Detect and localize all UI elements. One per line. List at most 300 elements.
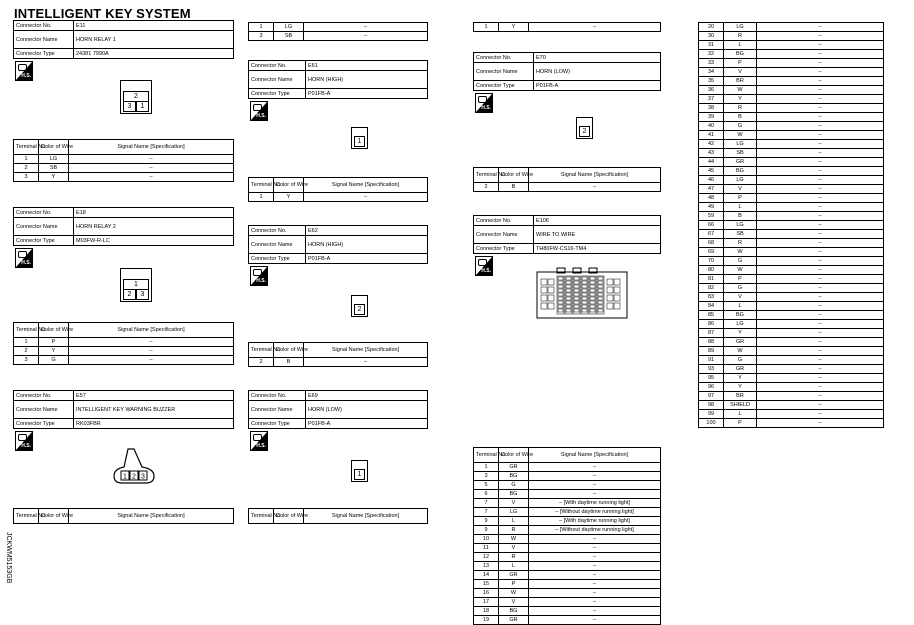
signal-name-cell: – — [529, 183, 661, 192]
signal-name-cell: – — [529, 535, 661, 544]
signal-name-cell: – — [757, 149, 884, 158]
signal-name-cell: – — [757, 320, 884, 329]
table-row — [699, 365, 884, 374]
wire-color-cell: R — [724, 32, 757, 41]
wire-color-cell: W — [724, 86, 757, 95]
signal-name-cell: – — [757, 104, 884, 113]
terminal-no-cell: 88 — [699, 338, 724, 347]
table-row — [474, 598, 661, 607]
signal-name-cell: – — [757, 77, 884, 86]
signal-name-cell: – — [757, 185, 884, 194]
table-row — [699, 302, 884, 311]
terminal-table-e106-continued — [698, 22, 884, 428]
terminal-no-cell: 40 — [699, 122, 724, 131]
connector-e57 — [13, 390, 234, 451]
wire-color-cell: BG — [724, 311, 757, 320]
table-row — [14, 155, 234, 164]
terminal-no-cell: 9 — [474, 517, 499, 526]
signal-name-cell: – — [304, 23, 428, 32]
wire-color-cell: SB — [274, 32, 304, 41]
signal-name-cell: – — [757, 284, 884, 293]
terminal-no-cell: 38 — [699, 104, 724, 113]
wire-color-cell: LG — [724, 23, 757, 32]
signal-name-cell: – — [757, 266, 884, 275]
table-row — [474, 571, 661, 580]
wire-color-cell: BR — [724, 392, 757, 401]
hs-icon: H.S. — [475, 256, 493, 276]
wire-color-cell: LG — [724, 320, 757, 329]
wire-color-cell: P — [724, 419, 757, 428]
terminal-no-cell: 1 — [249, 193, 274, 202]
table-row — [699, 86, 884, 95]
table-row — [474, 517, 661, 526]
table-row — [699, 41, 884, 50]
table-row — [249, 23, 428, 32]
pin: 2 — [579, 126, 590, 137]
terminal-no-cell: 1 — [14, 338, 39, 347]
wire-color-cell: BR — [724, 77, 757, 86]
terminal-no-cell: 31 — [699, 41, 724, 50]
wire-color-cell: G — [724, 122, 757, 131]
table-row — [699, 392, 884, 401]
terminal-table-e62: Terminal No. Color of Wire Signal Name [Specification] 2 B – — [248, 342, 428, 367]
terminal-no-cell: 1 — [14, 155, 39, 164]
wire-color-cell: LG — [499, 508, 529, 517]
page-title: INTELLIGENT KEY SYSTEM — [14, 6, 191, 21]
wire-color-cell: P — [724, 194, 757, 203]
signal-name-cell: – — [757, 140, 884, 149]
signal-name-cell: – — [529, 607, 661, 616]
terminal-no-cell: 20 — [699, 23, 724, 32]
signal-name-cell: – — [757, 68, 884, 77]
terminal-no-cell: 3 — [249, 32, 274, 41]
table-row — [474, 616, 661, 625]
wire-color-cell: Y — [724, 383, 757, 392]
signal-name-cell: – — [757, 95, 884, 104]
wire-color-cell: P — [724, 59, 757, 68]
signal-name-cell: – — [757, 356, 884, 365]
terminal-no-cell: 2 — [249, 358, 274, 367]
table-row — [474, 562, 661, 571]
terminal-table-e57: Terminal No. Color of Wire Signal Name [Specification] — [13, 508, 234, 524]
pin: 2 — [123, 289, 136, 300]
table-row — [474, 553, 661, 562]
signal-name-cell: – — [69, 164, 234, 173]
table-row — [699, 284, 884, 293]
signal-name-cell: – — [529, 571, 661, 580]
wire-color-cell: G — [724, 356, 757, 365]
terminal-table-continued — [473, 22, 661, 32]
table-row — [474, 463, 661, 472]
table-row — [474, 472, 661, 481]
connector-e11 — [13, 20, 234, 81]
table-row — [699, 248, 884, 257]
terminal-no-cell: 81 — [699, 275, 724, 284]
signal-name-cell: – — [69, 338, 234, 347]
table-row — [699, 185, 884, 194]
table-row — [699, 140, 884, 149]
wire-color-cell: B — [499, 183, 529, 192]
connector-info-table: Connector No. E106 Connector Name WIRE TO WIRE Connector Type TH80FW-CS16-TM4 — [473, 215, 661, 254]
signal-name-cell: – — [757, 23, 884, 32]
terminal-no-cell: 15 — [474, 580, 499, 589]
terminal-no-cell: 18 — [474, 607, 499, 616]
terminal-no-cell: 13 — [474, 562, 499, 571]
wire-color-cell: LG — [274, 23, 304, 32]
hs-icon: H.S. — [250, 431, 268, 451]
signal-name-cell: – — [757, 194, 884, 203]
connector-e11-face — [120, 80, 152, 114]
signal-name-cell: – — [757, 419, 884, 428]
terminal-no-cell: 45 — [699, 167, 724, 176]
table-row — [474, 23, 661, 32]
pin: 1 — [354, 136, 365, 147]
terminal-no-cell: 80 — [699, 266, 724, 275]
signal-name-cell: – — [757, 86, 884, 95]
table-row — [699, 329, 884, 338]
wire-color-cell: W — [724, 347, 757, 356]
signal-name-cell: – — [757, 203, 884, 212]
signal-name-cell: – — [757, 329, 884, 338]
wire-color-cell: SB — [39, 164, 69, 173]
connector-info-table: Connector No. E62 Connector Name HORN (HIGH) Connector Type P01FB-A — [248, 225, 428, 264]
terminal-table-e106: Terminal No. Color of Wire Signal Name [Specification] 1 GR – 3 BG – 5 G – 6 BG – 7 V – [With daytime running light] 7 LG – [Without daytime running light] 9 L – [With daytime running light] 9 R – [Without daytime running light] 10 W – 11 V – 12 R – 13 L – 14 GR – 15 P – 16 W – 17 V – 18 BG – 19 GR – — [473, 447, 661, 625]
signal-name-cell: – — [529, 463, 661, 472]
signal-name-cell: – — [757, 311, 884, 320]
wire-color-cell: GR — [724, 365, 757, 374]
wire-color-cell: W — [499, 589, 529, 598]
table-row — [699, 167, 884, 176]
table-row — [699, 311, 884, 320]
pin: 1 — [123, 473, 127, 481]
signal-name-cell: – — [529, 562, 661, 571]
signal-name-cell: – — [757, 410, 884, 419]
terminal-no-cell: 17 — [474, 598, 499, 607]
wire-color-cell: BG — [499, 472, 529, 481]
terminal-no-cell: 34 — [699, 68, 724, 77]
connector-info-table: Connector No. E57 Connector Name INTELLIGENT KEY WARNING BUZZER Connector Type RK03FBR — [13, 390, 234, 429]
wire-color-cell: W — [724, 266, 757, 275]
terminal-no-cell: 91 — [699, 356, 724, 365]
terminal-no-cell: 99 — [699, 410, 724, 419]
wire-color-cell: R — [724, 239, 757, 248]
wire-color-cell: LG — [39, 155, 69, 164]
wire-color-cell: R — [499, 526, 529, 535]
signal-name-cell: – — [529, 481, 661, 490]
table-row — [699, 419, 884, 428]
hs-icon: H.S. — [15, 431, 33, 451]
signal-name-cell: – — [757, 392, 884, 401]
terminal-no-cell: 11 — [474, 544, 499, 553]
hs-icon: H.S. — [250, 101, 268, 121]
terminal-no-cell: 86 — [699, 320, 724, 329]
terminal-no-cell: 95 — [699, 374, 724, 383]
connector-e61-face — [351, 127, 368, 149]
terminal-no-cell: 67 — [699, 230, 724, 239]
signal-name-cell: – — [757, 212, 884, 221]
table-row — [699, 275, 884, 284]
table-row — [474, 508, 661, 517]
signal-name-cell: – — [757, 275, 884, 284]
signal-name-cell: – — [757, 113, 884, 122]
signal-name-cell: – — [529, 589, 661, 598]
terminal-no-cell: 10 — [474, 535, 499, 544]
table-row — [699, 149, 884, 158]
signal-name-cell: – — [757, 383, 884, 392]
signal-name-cell: – — [757, 302, 884, 311]
connector-e70-face — [576, 117, 593, 139]
signal-name-cell: – — [757, 158, 884, 167]
wire-color-cell: SB — [724, 230, 757, 239]
table-row — [699, 32, 884, 41]
connector-e57-face — [110, 445, 160, 487]
connector-e61 — [248, 60, 428, 121]
table-row — [474, 607, 661, 616]
wire-color-cell: G — [724, 284, 757, 293]
connector-e70 — [473, 52, 661, 113]
signal-name-cell: – — [69, 356, 234, 365]
table-row — [699, 230, 884, 239]
signal-name-cell: – — [757, 248, 884, 257]
terminal-no-cell: 44 — [699, 158, 724, 167]
terminal-no-cell: 89 — [699, 347, 724, 356]
wire-color-cell: BG — [724, 167, 757, 176]
connector-info-table: Connector No. E70 Connector Name HORN (LOW) Connector Type P01FB-A — [473, 52, 661, 91]
terminal-no-cell: 5 — [474, 481, 499, 490]
terminal-no-cell: 68 — [699, 239, 724, 248]
wire-color-cell: SHIELD — [724, 401, 757, 410]
wire-color-cell: B — [724, 113, 757, 122]
terminal-no-cell: 93 — [699, 365, 724, 374]
signal-name-cell: – — [529, 490, 661, 499]
signal-name-cell: – — [304, 358, 428, 367]
table-row — [699, 95, 884, 104]
table-row — [474, 526, 661, 535]
table-row — [699, 383, 884, 392]
wire-color-cell: V — [724, 293, 757, 302]
connector-e106-face — [535, 267, 630, 322]
connector-e62-face — [351, 295, 368, 317]
terminal-no-cell: 16 — [474, 589, 499, 598]
terminal-no-cell: 85 — [699, 311, 724, 320]
signal-name-cell: – — [69, 347, 234, 356]
connector-info-table: Connector No. E11 Connector Name HORN RELAY 1 Connector Type 24381 7990A — [13, 20, 234, 59]
wire-color-cell: BG — [499, 607, 529, 616]
signal-name-cell: – — [69, 173, 234, 182]
signal-name-cell: – — [529, 472, 661, 481]
pin: 3 — [141, 473, 145, 481]
signal-name-cell: – — [757, 374, 884, 383]
table-row — [14, 356, 234, 365]
signal-name-cell: – — [529, 553, 661, 562]
table-row — [699, 374, 884, 383]
table-row — [474, 499, 661, 508]
signal-name-cell: – — [757, 347, 884, 356]
terminal-no-cell: 1 — [474, 23, 499, 32]
table-row — [699, 104, 884, 113]
pin: 1 — [123, 279, 149, 290]
table-row — [699, 257, 884, 266]
signal-name-cell: – — [529, 544, 661, 553]
signal-name-cell: – — [757, 41, 884, 50]
wire-color-cell: G — [724, 257, 757, 266]
terminal-no-cell: 98 — [699, 401, 724, 410]
signal-name-cell: – — [757, 293, 884, 302]
terminal-no-cell: 3 — [14, 356, 39, 365]
signal-name-cell: – [With daytime running light] — [529, 499, 661, 508]
signal-name-cell: – — [757, 176, 884, 185]
pin: 2 — [132, 473, 136, 481]
table-row — [474, 490, 661, 499]
terminal-no-cell: 1 — [249, 23, 274, 32]
terminal-no-cell: 6 — [474, 490, 499, 499]
wire-color-cell: L — [724, 41, 757, 50]
signal-name-cell: – — [757, 122, 884, 131]
terminal-no-cell: 59 — [699, 212, 724, 221]
signal-name-cell: – — [757, 257, 884, 266]
connector-e18-face — [120, 268, 152, 302]
table-row — [699, 347, 884, 356]
wire-color-cell: R — [724, 104, 757, 113]
wire-color-cell: P — [499, 580, 529, 589]
wire-color-cell: R — [499, 553, 529, 562]
wire-color-cell: V — [724, 185, 757, 194]
wire-color-cell: W — [499, 535, 529, 544]
terminal-table-e70: Terminal No. Color of Wire Signal Name [Specification] 2 B – — [473, 167, 661, 192]
wire-color-cell: GR — [499, 571, 529, 580]
wire-color-cell: Y — [499, 23, 529, 32]
terminal-no-cell: 69 — [699, 248, 724, 257]
terminal-no-cell: 48 — [699, 194, 724, 203]
pin: 3 — [123, 101, 136, 112]
terminal-no-cell: 96 — [699, 383, 724, 392]
signal-name-cell: – — [757, 32, 884, 41]
table-row — [699, 401, 884, 410]
table-row — [249, 358, 428, 367]
signal-name-cell: – — [757, 239, 884, 248]
terminal-table-e61: Terminal No. Color of Wire Signal Name [Specification] 1 Y – — [248, 177, 428, 202]
signal-name-cell: – — [757, 221, 884, 230]
terminal-no-cell: 87 — [699, 329, 724, 338]
pin: 2 — [123, 91, 149, 102]
hs-icon: H.S. — [475, 93, 493, 113]
table-row — [14, 338, 234, 347]
wire-color-cell: GR — [724, 338, 757, 347]
table-row — [699, 131, 884, 140]
table-row — [14, 347, 234, 356]
connector-info-table: Connector No. E69 Connector Name HORN (LOW) Connector Type P01FB-A — [248, 390, 428, 429]
table-row — [699, 158, 884, 167]
table-row — [14, 173, 234, 182]
signal-name-cell: – — [757, 167, 884, 176]
wire-color-cell: G — [499, 481, 529, 490]
table-row — [699, 203, 884, 212]
wire-color-cell: LG — [724, 221, 757, 230]
table-row — [699, 194, 884, 203]
wire-color-cell: P — [39, 338, 69, 347]
terminal-no-cell: 46 — [699, 176, 724, 185]
signal-name-cell: – — [757, 365, 884, 374]
pin: 1 — [136, 101, 149, 112]
table-row — [699, 77, 884, 86]
connector-e69 — [248, 390, 428, 451]
terminal-no-cell: 83 — [699, 293, 724, 302]
terminal-no-cell: 82 — [699, 284, 724, 293]
terminal-no-cell: 12 — [474, 553, 499, 562]
wire-color-cell: GR — [499, 616, 529, 625]
wire-color-cell: Y — [39, 347, 69, 356]
wire-color-cell: P — [724, 275, 757, 284]
terminal-no-cell: 41 — [699, 131, 724, 140]
table-row — [474, 481, 661, 490]
table-row — [474, 580, 661, 589]
table-row — [699, 122, 884, 131]
signal-name-cell: – — [757, 338, 884, 347]
wire-color-cell: BG — [499, 490, 529, 499]
wire-color-cell: Y — [274, 193, 304, 202]
hs-icon: H.S. — [15, 248, 33, 268]
terminal-no-cell: 2 — [14, 164, 39, 173]
terminal-table-continued — [248, 22, 428, 41]
terminal-no-cell: 3 — [14, 173, 39, 182]
pin: 1 — [354, 469, 365, 480]
connector-e69-face — [351, 460, 368, 482]
wire-color-cell: V — [499, 598, 529, 607]
table-row — [249, 193, 428, 202]
terminal-table-e69: Terminal No. Color of Wire Signal Name [Specification] — [248, 508, 428, 524]
table-row — [474, 544, 661, 553]
table-row — [474, 589, 661, 598]
hs-icon: H.S. — [15, 61, 33, 81]
wire-color-cell: Y — [724, 329, 757, 338]
terminal-no-cell: 1 — [474, 463, 499, 472]
terminal-no-cell: 47 — [699, 185, 724, 194]
wire-color-cell: L — [499, 517, 529, 526]
table-row — [699, 221, 884, 230]
terminal-no-cell: 37 — [699, 95, 724, 104]
wire-color-cell: GR — [499, 463, 529, 472]
terminal-no-cell: 3 — [474, 472, 499, 481]
wire-color-cell: LG — [724, 140, 757, 149]
terminal-no-cell: 2 — [474, 183, 499, 192]
wire-color-cell: SB — [724, 149, 757, 158]
wire-color-cell: V — [724, 68, 757, 77]
terminal-no-cell: 32 — [699, 50, 724, 59]
table-row — [699, 59, 884, 68]
signal-name-cell: – — [757, 50, 884, 59]
table-row — [699, 320, 884, 329]
wire-color-cell: V — [499, 499, 529, 508]
wire-color-cell: W — [724, 131, 757, 140]
pin: 3 — [136, 289, 149, 300]
wire-color-cell: V — [499, 544, 529, 553]
terminal-no-cell: 2 — [14, 347, 39, 356]
terminal-no-cell: 42 — [699, 140, 724, 149]
wire-color-cell: L — [724, 302, 757, 311]
wire-color-cell: W — [724, 248, 757, 257]
signal-name-cell: – — [304, 32, 428, 41]
wire-color-cell: GR — [724, 158, 757, 167]
terminal-no-cell: 43 — [699, 149, 724, 158]
terminal-no-cell: 66 — [699, 221, 724, 230]
document-code: JCKWM5153GB — [5, 532, 12, 584]
wire-color-cell: L — [499, 562, 529, 571]
table-row — [474, 183, 661, 192]
signal-name-cell: – — [757, 131, 884, 140]
table-row — [14, 164, 234, 173]
signal-name-cell: – [Without daytime running light] — [529, 526, 661, 535]
table-row — [699, 266, 884, 275]
